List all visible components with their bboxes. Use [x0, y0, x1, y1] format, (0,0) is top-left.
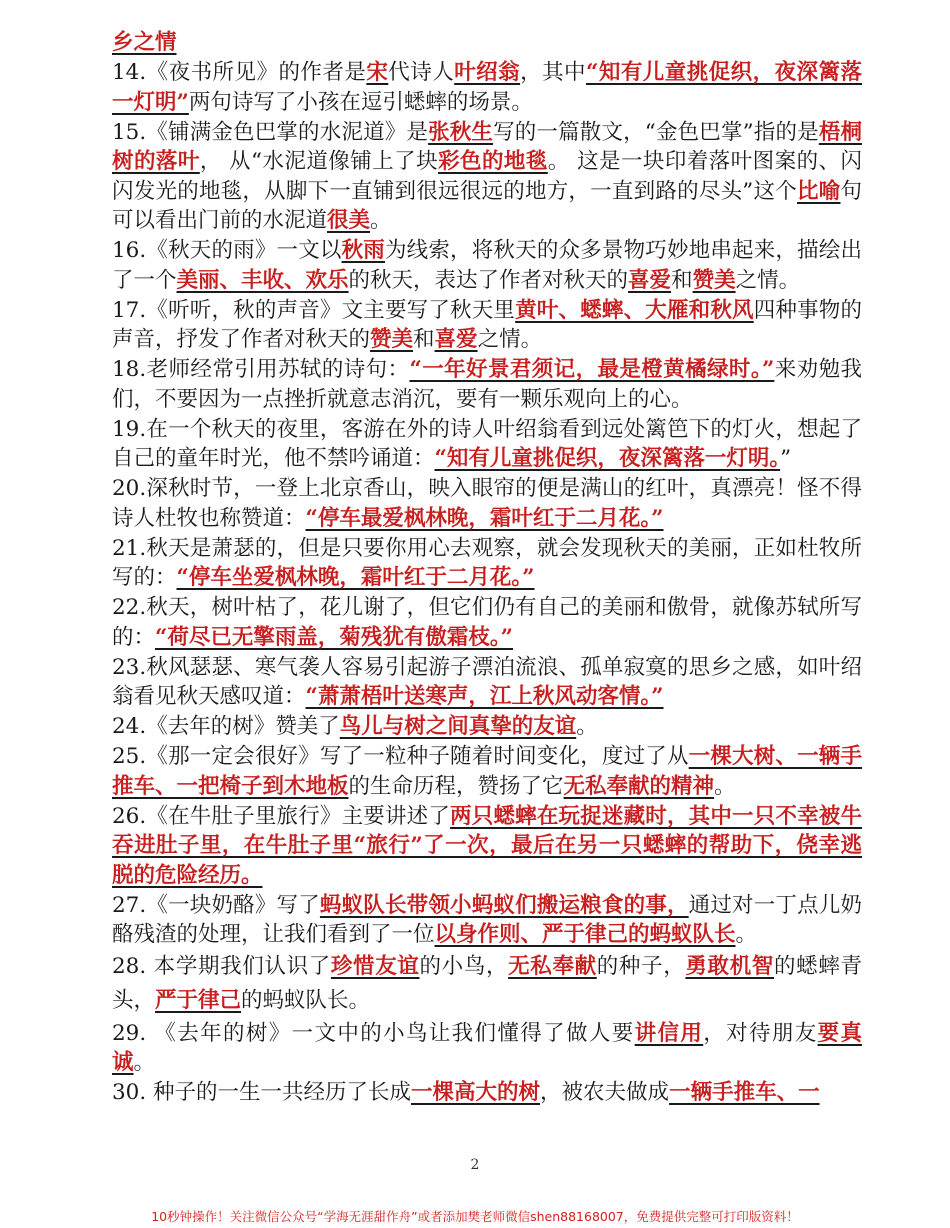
answer-highlight: 鸟儿与树之间真挚的友谊	[339, 714, 577, 739]
list-item	[112, 474, 862, 533]
answer-highlight: 叶绍翁	[454, 60, 521, 85]
question-text: 的生命历程，赞扬了它	[348, 773, 564, 799]
answer-highlight: “萧萧梧叶送寒声，江上秋风动客情。”	[305, 684, 664, 709]
question-text: 之情。	[477, 327, 543, 352]
list-item	[112, 1078, 862, 1108]
answer-highlight: 比喻	[797, 178, 841, 204]
question-text: 。	[735, 922, 758, 947]
answer-highlight: “停车坐爱枫林晚，霜叶红于二月花。”	[176, 565, 535, 590]
answer-highlight: “一年好景君须记，最是橙黄橘绿时。”	[409, 357, 775, 382]
question-text: 的蚂蚁队长。	[241, 988, 371, 1013]
question-text: 20.深秋时节，一登上北京香山，映入眼帘的便是满山的红叶，真漂亮！怪不得诗人杜牧也称赞道：	[112, 476, 862, 531]
answer-highlight: 无私奉献的精神	[563, 773, 715, 799]
question-text: ， 从“水泥道像铺上了块	[199, 149, 439, 174]
list-item	[112, 712, 862, 742]
answer-list	[112, 28, 862, 1108]
list-item	[112, 742, 862, 801]
answer-highlight: 乡之情	[112, 30, 177, 55]
question-text: 28. 本学期我们认识了	[112, 954, 331, 979]
list-item	[112, 296, 862, 355]
list-item	[112, 802, 862, 891]
question-text: 。	[133, 1050, 156, 1075]
question-text: 来劝勉我们，不要因为一点挫折就意志消沉，要有一颗乐观向上的心。	[112, 357, 862, 412]
question-text: 14.《夜书所见》的作者是	[112, 60, 367, 85]
list-item	[112, 950, 862, 1018]
list-item	[112, 593, 862, 652]
question-text: 26.《在牛肚子里旅行》主要讲述了	[112, 803, 451, 829]
question-text: 18.老师经常引用苏轼的诗句：	[112, 357, 410, 382]
list-item	[112, 118, 862, 236]
question-text: 25.《那一定会很好》写了一粒种子随着时间变化，度过了从	[112, 744, 689, 769]
answer-highlight: 秋雨	[341, 238, 385, 263]
answer-highlight: 美丽、丰收、欢乐	[176, 267, 349, 293]
question-text: 为线索，将秋天的众多景物巧妙地串起来，描绘出了一个	[112, 238, 862, 293]
question-text: 17.《听听，秋的声音》文主要写了秋天里	[112, 297, 516, 323]
answer-highlight: 珍惜友谊	[330, 954, 420, 979]
list-item	[112, 891, 862, 950]
page-number: 2	[470, 1157, 480, 1173]
list-item	[112, 415, 862, 474]
question-text: 。	[714, 773, 736, 799]
list-item	[112, 534, 862, 593]
question-text: ，对待朋友	[703, 1020, 818, 1046]
question-text: 两句诗写了小孩在逗引蟋蟀的场景。	[188, 89, 533, 115]
answer-highlight: 喜爱	[434, 327, 478, 352]
question-text: 23.秋风瑟瑟、寒气袭人容易引起游子漂泊流浪、孤单寂寞的思乡之感，如叶绍翁看见秋天感叹道：	[112, 654, 862, 709]
list-item	[112, 58, 862, 117]
question-text: 代诗人	[388, 60, 455, 85]
answer-highlight: 宋	[366, 60, 389, 85]
answer-highlight: 张秋生	[428, 119, 494, 145]
answer-highlight: “知有儿童挑促织，夜深篱落一灯明。	[434, 446, 781, 471]
answer-highlight: 严于律己	[155, 988, 242, 1013]
list-item	[112, 1019, 862, 1078]
answer-highlight: 无私奉献	[508, 954, 597, 979]
question-text: 的小鸟，	[419, 954, 509, 979]
question-text: 19.在一个秋天的夜里，客游在外的诗人叶绍翁看到远处篱笆下的灯火，想起了自己的童年时光，他不禁吟诵道：	[112, 416, 862, 471]
question-text: 21.秋天是萧瑟的，但是只要你用心去观察，就会发现秋天的美丽，正如杜牧所写的：	[112, 535, 862, 590]
answer-highlight: 以身作则、严于律己的蚂蚁队长	[434, 922, 736, 947]
question-text: 通过对一丁点儿奶酪残渣的处理，让我们看到了一位	[112, 892, 862, 947]
answer-highlight: 两只蟋蟀在玩捉迷藏时，其中一只不幸被牛吞进肚子里，在牛肚子里“旅行”了一次，最后在另一只蟋蟀的帮助下，侥幸逃脱的危险经历。	[112, 803, 862, 888]
answer-highlight: 一棵大树、一辆手推车、一把椅子到木地板	[112, 744, 862, 799]
question-text: 22.秋天，树叶枯了，花儿谢了，但它们仍有自己的美丽和傲骨，就像苏轼所写的：	[112, 595, 862, 650]
question-text: 27.《一块奶酪》写了	[112, 892, 320, 918]
answer-highlight: 要真诚	[112, 1020, 862, 1075]
question-text: 29. 《去年的树》一文中的小鸟让我们懂得了做人要	[112, 1020, 635, 1046]
list-item	[112, 28, 862, 58]
answer-highlight: “停车最爱枫林晚，霜叶红于二月花。”	[305, 505, 664, 531]
answer-highlight: 彩色的地毯	[438, 149, 548, 174]
question-text: 的种子，	[596, 954, 686, 979]
answer-highlight: “荷尽已无擎雨盖，菊残犹有傲霜枝。”	[155, 624, 514, 650]
footer-notice: 10秒钟操作！关注微信公众号“学海无涯甜作舟”或者添加樊老师微信shen88168007，免费提供完整可打印版资料！	[151, 1209, 799, 1224]
answer-highlight: 很美	[327, 208, 371, 233]
answer-highlight: 勇敢机智	[685, 954, 775, 979]
question-text: 。	[370, 208, 392, 233]
question-text: 。 这是一块印着落叶图案的、闪闪发光的地毯，从脚下一直铺到很远很远的地方，一直到路的尽头”这个	[112, 149, 862, 204]
question-text: 四种事物的声音，抒发了作者对秋天的	[112, 297, 862, 352]
question-text: 的秋天，表达了作者对秋天的	[348, 267, 629, 293]
answer-highlight: 讲信用	[634, 1020, 704, 1046]
question-text: 的蟋蟀青头，	[112, 954, 862, 1013]
answer-highlight: 赞美	[370, 327, 414, 352]
question-text: 30. 种子的一生一共经历了长成	[112, 1080, 412, 1105]
question-text: ”	[780, 446, 792, 471]
answer-highlight: 喜爱	[628, 267, 672, 293]
question-text: 15.《铺满金色巴掌的水泥道》是	[112, 119, 429, 145]
list-item	[112, 236, 862, 295]
question-text: 和	[413, 327, 435, 352]
question-text: ，其中	[520, 60, 587, 85]
question-text: 24.《去年的树》赞美了	[112, 714, 340, 739]
answer-highlight: 梧桐树的落叶	[112, 119, 862, 174]
list-item	[112, 653, 862, 712]
answer-highlight: “知有儿童挑促织，夜深篱落一灯明”	[112, 60, 862, 115]
answer-highlight: 蚂蚁队长带领小蚂蚁们搬运粮食的事，	[319, 892, 689, 918]
question-text: 句可以看出门前的水泥道	[112, 178, 862, 233]
question-text: ，被农夫做成	[540, 1080, 670, 1105]
answer-highlight: 一辆手推车、一	[669, 1080, 820, 1105]
list-item	[112, 355, 862, 414]
question-text: 16.《秋天的雨》一文以	[112, 238, 342, 263]
question-text: 写的一篇散文，“金色巴掌”指的是	[493, 119, 819, 145]
question-text: 和	[671, 267, 693, 293]
answer-highlight: 一棵高大的树	[411, 1080, 541, 1105]
answer-highlight: 黄叶、蟋蟀、大雁和秋风	[515, 297, 754, 323]
question-text: 。	[576, 714, 598, 739]
answer-highlight: 赞美	[692, 267, 736, 293]
question-text: 之情。	[735, 267, 801, 293]
